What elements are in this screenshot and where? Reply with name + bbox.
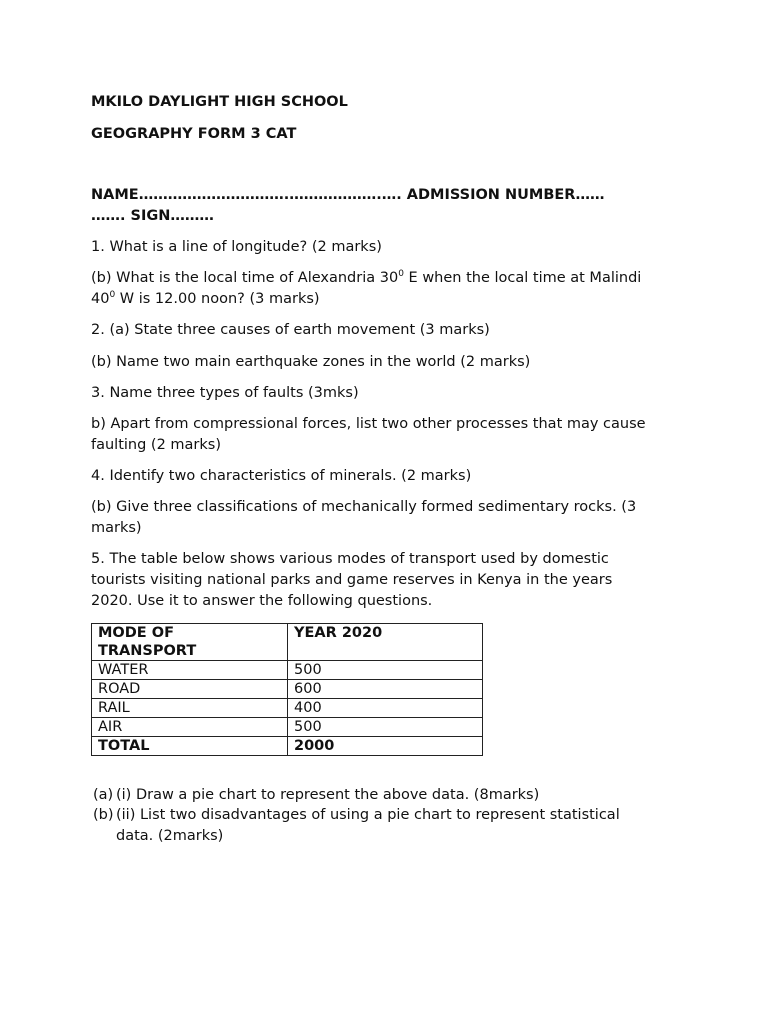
q1b-text-b: E when the local time at Malindi [403,270,642,286]
subquestion-a-label: (a) [93,787,114,803]
degree-sup: 0 [398,269,404,279]
total-label: TOTAL [92,737,288,756]
q1b-text-a: (b) What is the local time of Alexandria 30 [91,270,399,286]
subquestion-b-label: (b) [93,807,114,823]
question-4a: 4. Identify two characteristics of minerals. (2 marks) [91,468,472,484]
q3b-line-2: faulting (2 marks) [91,437,221,453]
question-1b [91,268,681,310]
question-5 [91,549,681,612]
question-4b [91,497,681,539]
question-2b: (b) Name two main earthquake zones in the world (2 marks) [91,354,531,370]
value-cell: 600 [288,680,483,699]
total-value: 2000 [288,737,483,756]
table-row [92,661,483,680]
value-cell: 400 [288,699,483,718]
degree-sup: 0 [109,290,116,300]
question-1a: 1. What is a line of longitude? (2 marks) [91,239,382,255]
q1b-text-c: 40 [91,291,110,307]
table-row [92,699,483,718]
table-row [92,718,483,737]
header-year: YEAR 2020 [288,624,483,661]
mode-cell: RAIL [92,699,288,718]
question-2a: 2. (a) State three causes of earth movement (3 marks) [91,322,490,338]
mode-cell: AIR [92,718,288,737]
mode-cell: WATER [92,661,288,680]
q1b-text-d: W is 12.00 noon? (3 marks) [115,291,320,307]
header-mode: MODE OF TRANSPORT [92,624,288,661]
q5-line-2: tourists visiting national parks and game reserves in Kenya in the years [91,572,613,588]
mode-cell: ROAD [92,680,288,699]
school-name: MKILO DAYLIGHT HIGH SCHOOL [91,94,348,110]
value-cell: 500 [288,718,483,737]
exam-title: GEOGRAPHY FORM 3 CAT [91,126,297,142]
q5-line-1: 5. The table below shows various modes of transport used by domestic [91,551,609,567]
q5-line-3: 2020. Use it to answer the following questions. [91,593,433,609]
subquestion-b-line-1: (ii) List two disadvantages of using a pie chart to represent statistical [116,807,620,823]
question-3a: 3. Name three types of faults (3mks) [91,385,359,401]
q4b-line-1: (b) Give three classifications of mechanically formed sedimentary rocks. (3 [91,499,637,515]
sign-line: ……. SIGN……… [91,208,214,224]
student-details-line [91,185,681,227]
transport-table [91,623,483,756]
question-3b [91,414,681,456]
q4b-line-2: marks) [91,520,142,536]
subquestion-b-text [116,805,676,847]
q3b-line-1: b) Apart from compressional forces, list two other processes that may cause [91,416,646,432]
table-header-row [92,624,483,661]
subquestion-b-line-2: data. (2marks) [116,828,224,844]
table-row [92,680,483,699]
table-total-row [92,737,483,756]
subquestion-a-text: (i) Draw a pie chart to represent the above data. (8marks) [116,787,540,803]
value-cell: 500 [288,661,483,680]
name-admission-line: NAME………………………….……………….…. ADMISSION NUMBER…… [91,187,605,203]
